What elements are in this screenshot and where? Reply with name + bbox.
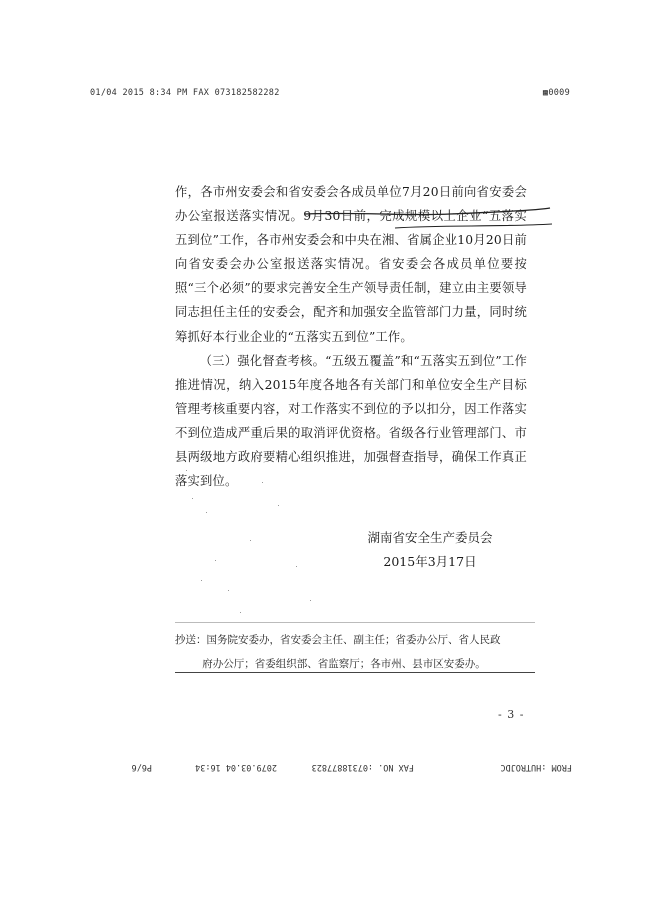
fax-header-left: 01/04 2015 8:34 PM FAX 073182582282 — [90, 88, 280, 98]
cc-line-2: 府办公厅；省委组织部、省监察厅；各市州、县市区安委办。 — [202, 658, 486, 670]
body-paragraph-2: （三）强化督查考核。“五级五覆盖”和“五落实五到位”工作推进情况，纳入2015年度各地各有关部门和单位安全生产目标管理考核重要内容，对工作落实不到位的予以扣分，因工作落实不到位造成严重后果的取消评优资格。省级各行业管理部门、市县两级地方政府要精心组织推进，加强督查指导，确保工作真正落实到位。 — [175, 353, 527, 489]
body-paragraph-1: 作，各市州安委会和省安委会各成员单位7月20日前向省安委会办公室报送落实情况。9月30日前，完成规模以上企业“五落实五到位”工作，各市州安委会和中央在湘、省属企业10月20日前向省安委会办公室报送落实情况。省安委会各成员单位要按照“三个必须”的要求完善安全生产领导责任制，建立由主要领导同志担任主任的安委会，配齐和加强安全监管部门力量，同时统筹抓好本行业企业的“五落实五到位”工作。 — [175, 185, 527, 344]
fax-footer-page: P6/6 — [131, 762, 152, 772]
fax-footer — [92, 758, 572, 772]
fax-footer-datetime: 2079.03.04 16:34 — [195, 762, 277, 772]
cc-divider-bottom — [175, 672, 535, 673]
fax-header-page: ▩0009 — [542, 88, 570, 98]
signature-block — [350, 526, 510, 574]
fax-footer-number: FAX NO. :07318877823 — [311, 762, 414, 772]
document-body — [175, 180, 527, 493]
cc-line-1: 国务院安委办，省安委会主任、副主任；省委办公厅、省人民政 — [206, 634, 501, 646]
cc-label: 抄送： — [175, 634, 207, 646]
fax-footer-from: FROM :HUTROJDC — [500, 762, 572, 772]
issuing-organization: 湖南省安全生产委员会 — [367, 530, 493, 545]
fax-header — [90, 88, 570, 98]
cc-divider-top — [175, 622, 535, 623]
cc-block — [175, 628, 535, 676]
page-number: - 3 - — [498, 708, 525, 721]
issue-date: 2015年3月17日 — [383, 554, 477, 569]
